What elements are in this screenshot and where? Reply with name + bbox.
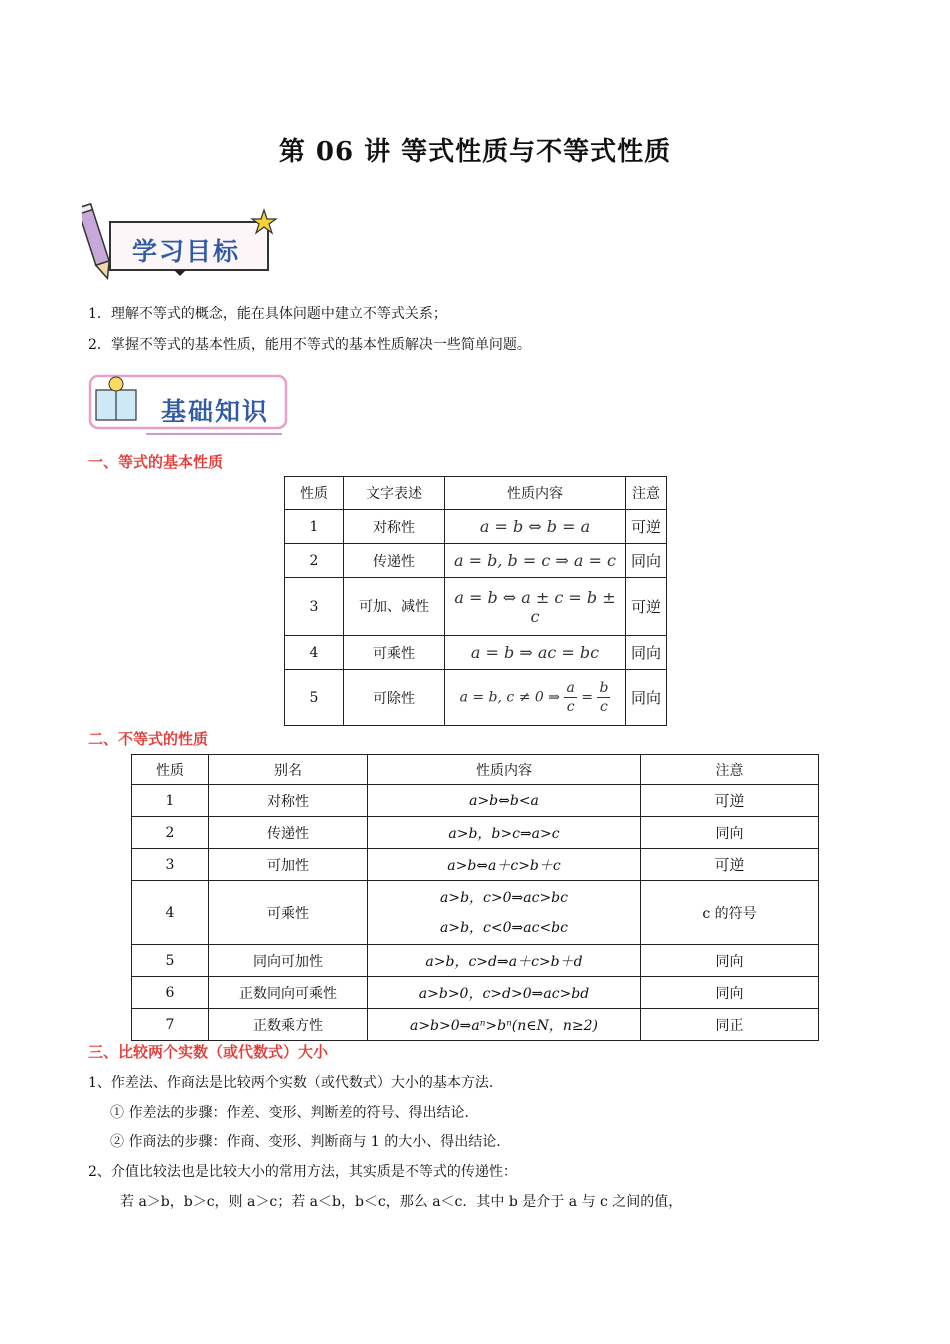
section2-heading: 二、不等式的性质 [88,730,209,748]
fraction-b-over-c [597,679,610,716]
section3-line-5: 若 a＞b，b＞c，则 a＞c；若 a＜b，b＜c，那么 a＜c．其中 b 是介于 a 与 c 之间的值， [120,1194,683,1210]
property-content: a>b>0，c>d>0⇒ac>bd [368,977,641,1009]
row-number: 4 [285,636,344,670]
header-cell: 注意 [641,755,819,785]
row-number: 3 [285,578,344,636]
learning-goals-badge [82,200,282,290]
content-prefix: a = b, c ≠ 0 ⇒ [459,689,560,706]
property-name: 可乘性 [344,636,445,670]
property-name: 传递性 [209,817,368,849]
property-name: 可乘性 [209,881,368,945]
header-cell: 性质内容 [368,755,641,785]
fraction-denominator: c [566,699,575,715]
equals-sign: = [581,689,593,706]
property-content: a>b，b>c⇒a>c [368,817,641,849]
table-row [285,636,667,670]
section3-line-3: ② 作商法的步骤：作商、变形、判断商与 1 的大小、得出结论. [110,1134,501,1150]
row-number: 2 [285,544,344,578]
section3-line-1: 1、作差法、作商法是比较两个实数（或代数式）大小的基本方法. [88,1075,494,1091]
property-note: 同向 [626,636,667,670]
header-cell: 性质内容 [445,477,626,510]
property-content: a = b, b = c ⇒ a = c [445,544,626,578]
property-note: 同向 [641,977,819,1009]
learning-goals-badge-text: 学习目标 [132,237,241,266]
property-note: 可逆 [641,849,819,881]
header-cell: 别名 [209,755,368,785]
property-content: a>b>0⇒aⁿ>bⁿ(n∈N，n≥2) [368,1009,641,1041]
table-row [132,977,819,1009]
header-cell: 注意 [626,477,667,510]
fraction-a-over-c [564,679,576,716]
property-content: a = b ⇔ a ± c = b ± c [445,578,626,636]
property-name: 可加性 [209,849,368,881]
property-name: 正数同向可乘性 [209,977,368,1009]
property-note: 同向 [641,817,819,849]
table-row [285,670,667,726]
row-number: 3 [132,849,209,881]
property-name: 对称性 [209,785,368,817]
table-row [285,578,667,636]
row-number: 7 [132,1009,209,1041]
section3-line-2: ① 作差法的步骤：作差、变形、判断差的符号、得出结论. [110,1105,469,1121]
property-content: a>b⇔b<a [368,785,641,817]
property-name: 可加、减性 [344,578,445,636]
property-name: 可除性 [344,670,445,726]
table-row [132,785,819,817]
table-row [285,510,667,544]
property-name: 同向可加性 [209,945,368,977]
row-number: 4 [132,881,209,945]
basic-knowledge-badge [86,372,296,442]
goal-line-2: 2．掌握不等式的基本性质，能用不等式的基本性质解决一些简单问题。 [88,337,531,353]
property-name: 正数乘方性 [209,1009,368,1041]
property-content: a = b ⇔ b = a [445,510,626,544]
property-content-line-1: a>b，c>0⇒ac>bc [440,889,568,906]
section3-heading: 三、比较两个实数（或代数式）大小 [88,1043,329,1061]
section3-line-4: 2、介值比较法也是比较大小的常用方法，其实质是不等式的传递性： [88,1164,517,1180]
equality-properties-table [284,476,667,726]
property-content-line-2: a>b，c<0⇒ac<bc [440,919,568,936]
property-content: a>b⇔a＋c>b＋c [368,849,641,881]
table-row [132,881,819,945]
property-note: 同正 [641,1009,819,1041]
fraction-numerator: b [599,680,609,696]
row-number: 1 [132,785,209,817]
property-note: c 的符号 [641,881,819,945]
property-note: 同向 [641,945,819,977]
row-number: 6 [132,977,209,1009]
table-row [132,1009,819,1041]
table-row [132,817,819,849]
table-row [132,849,819,881]
fraction-numerator: a [566,680,575,696]
property-note: 同向 [626,544,667,578]
property-content [445,670,626,726]
property-content: a>b，c>d⇒a＋c>b＋d [368,945,641,977]
header-cell: 性质 [285,477,344,510]
row-number: 5 [285,670,344,726]
row-number: 2 [132,817,209,849]
row-number: 5 [132,945,209,977]
property-note: 可逆 [626,578,667,636]
property-content: a = b ⇒ ac = bc [445,636,626,670]
section1-heading: 一、等式的基本性质 [88,453,224,471]
inequality-properties-table [131,754,819,1041]
property-note: 可逆 [641,785,819,817]
basic-knowledge-badge-text: 基础知识 [161,397,270,426]
header-cell: 文字表述 [344,477,445,510]
table-row [285,544,667,578]
property-note: 同向 [626,670,667,726]
property-content [368,881,641,945]
goal-line-1: 1．理解不等式的概念，能在具体问题中建立不等式关系； [88,306,447,322]
property-name: 对称性 [344,510,445,544]
property-note: 可逆 [626,510,667,544]
table-row [132,945,819,977]
row-number: 1 [285,510,344,544]
page-title: 第 06 讲 等式性质与不等式性质 [278,137,672,167]
fraction-denominator: c [600,699,608,715]
header-cell: 性质 [132,755,209,785]
property-name: 传递性 [344,544,445,578]
